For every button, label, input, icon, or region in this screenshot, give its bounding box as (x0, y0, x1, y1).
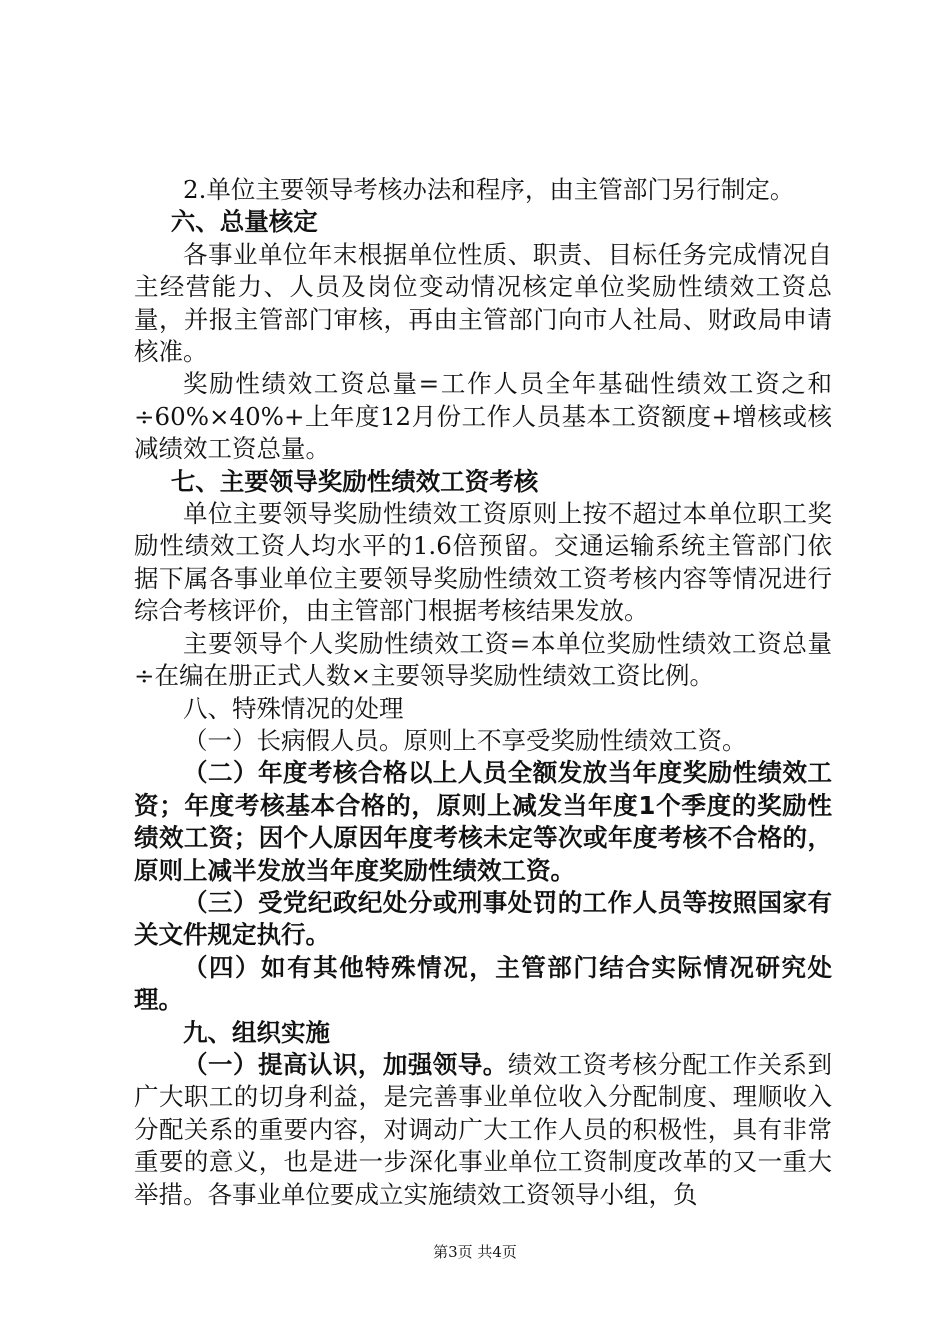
paragraph-implementation-lead: （一）提高认识，加强领导。 (183, 1049, 508, 1079)
page-footer: 第3页 共4页 (433, 1243, 517, 1261)
paragraph-leader-assessment-method: 2.单位主要领导考核办法和程序，由主管部门另行制定。 (183, 175, 795, 204)
heading-implementation: 九、组织实施 (183, 1017, 330, 1047)
paragraph-implementation-body: 绩效工资考核分配工作关系到广大职工的切身利益，是完善事业单位收入分配制度、理顺收入分配关系的重要内容，对调动广大工作人员的积极性，具有非常重要的意义，也是进一步深化事业单位工资制度改革的又一重大举措。各事业单位要成立实施绩效工资领导小组，负 (134, 1049, 833, 1209)
paragraph-total-determination: 各事业单位年末根据单位性质、职责、目标任务完成情况自主经营能力、人员及岗位变动情况核定单位奖励性绩效工资总量，并报主管部门审核，再由主管部门向市人社局、财政局申请核准。 (134, 239, 832, 367)
heading-leader-assessment: 七、主要领导奖励性绩效工资考核 (170, 466, 539, 496)
paragraph-special-case-1: （一）长病假人员。原则上不享受奖励性绩效工资。 (183, 725, 747, 755)
paragraph-implementation-1 (134, 1049, 832, 1211)
paragraph-total-formula: 奖励性绩效工资总量=工作人员全年基础性绩效工资之和÷60%×40%+上年度12月份工作人员基本工资额度+增核或核减绩效工资总量。 (134, 369, 832, 464)
paragraph-leader-reserve: 单位主要领导奖励性绩效工资原则上按不超过本单位职工奖励性绩效工资人均水平的1.6倍预留。交通运输系统主管部门依据下属各事业单位主要领导奖励性绩效工资考核内容等情况进行综合考核评价，由主管部门根据考核结果发放。 (134, 499, 832, 626)
heading-special-cases: 八、特殊情况的处理 (183, 693, 404, 723)
paragraph-special-case-2: （二）年度考核合格以上人员全额发放当年度奖励性绩效工资；年度考核基本合格的，原则上减发当年度1个季度的奖励性绩效工资；因个人原因年度考核未定等次或年度考核不合格的，原则上减半发放当年度奖励性绩效工资。 (134, 758, 832, 885)
paragraph-leader-formula: 主要领导个人奖励性绩效工资=本单位奖励性绩效工资总量÷在编在册正式人数×主要领导奖励性绩效工资比例。 (134, 628, 832, 691)
paragraph-special-case-3: （三）受党纪政纪处分或刑事处罚的工作人员等按照国家有关文件规定执行。 (134, 887, 832, 950)
heading-total-determination: 六、总量核定 (170, 207, 318, 237)
document-body (134, 174, 832, 1211)
paragraph-special-case-4: （四）如有其他特殊情况，主管部门结合实际情况研究处理。 (134, 952, 832, 1015)
